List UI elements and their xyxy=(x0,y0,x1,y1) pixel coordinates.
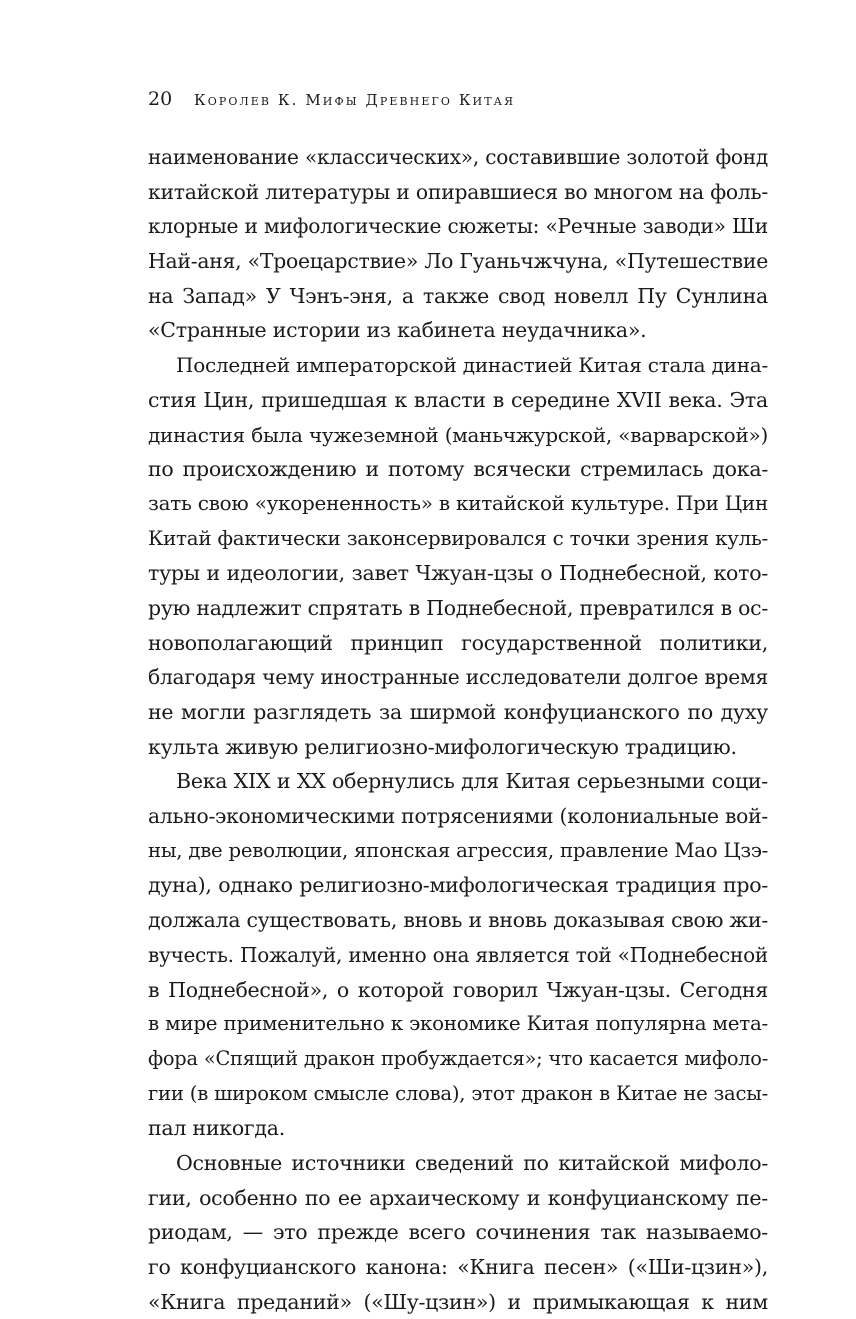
text-line: благодаря чему иностранные исследователи долгое время xyxy=(148,665,768,690)
text-line: по происхождению и потому всячески стремилась дока- xyxy=(148,457,768,482)
text-line: на Запад» У Чэнъ-эня, а также свод новелл Пу Сунлина xyxy=(148,283,768,308)
paragraph xyxy=(148,140,768,348)
paragraph xyxy=(148,1146,768,1319)
text-line: ально-экономическими потрясениями (колониальные вой- xyxy=(148,804,768,829)
text-line: должала существовать, вновь и вновь доказывая свою жи- xyxy=(148,908,768,933)
text-line: китайской литературы и опиравшиеся во многом на фоль- xyxy=(148,179,768,204)
text-line: Китай фактически законсервировался с точки зрения куль- xyxy=(148,526,768,550)
text-line: в мире применительно к экономике Китая популярна мета- xyxy=(148,1012,768,1036)
text-line: ны, две революции, японская агрессия, правление Мао Цзэ- xyxy=(148,838,768,862)
text-line: стия Цин, пришедшая к власти в середине XVII века. Эта xyxy=(148,387,768,412)
text-line: Века XIX и XX обернулись для Китая серьезными соци- xyxy=(176,769,768,794)
text-line: фора «Спящий дракон пробуждается»; что касается мифоло- xyxy=(148,1046,768,1070)
text-line: рую надлежит спрятать в Поднебесной, превратился в ос- xyxy=(148,595,768,620)
text-line: гии (в широком смысле слова), этот дракон в Китае не засы- xyxy=(148,1081,768,1105)
body-text xyxy=(148,140,768,1319)
text-line: династия была чужеземной (маньчжурской, «варварской») xyxy=(148,422,768,447)
text-line: наименование «классических», составившие золотой фонд xyxy=(148,145,768,169)
book-title: Королев К. Мифы Древнего Китая xyxy=(194,91,516,109)
text-line: зать свою «укорененность» в китайской культуре. При Цин xyxy=(148,491,768,515)
text-line: туры и идеологии, завет Чжуан-цзы о Поднебесной, кото- xyxy=(148,561,768,586)
text-line: вучесть. Пожалуй, именно она является той «Поднебесной xyxy=(148,942,768,967)
text-line: Основные источники сведений по китайской мифоло- xyxy=(176,1150,768,1175)
text-line: культа живую религиозно-мифологическую традицию. xyxy=(148,734,737,759)
paragraph xyxy=(148,764,768,1146)
text-line: Последней императорской династией Китая стала дина- xyxy=(176,353,768,378)
paragraph xyxy=(148,348,768,764)
running-head xyxy=(148,88,768,114)
text-line: «Странные истории из кабинета неудачника». xyxy=(148,318,647,343)
text-line: го конфуцианского канона: «Книга песен» («Ши-цзин»), xyxy=(148,1255,768,1279)
text-line: риодам, — это прежде всего сочинения так называемо- xyxy=(148,1220,768,1245)
text-line: Най-аня, «Троецарствие» Ло Гуаньчжчуна, «Путешествие xyxy=(148,249,768,274)
page-number: 20 xyxy=(148,88,173,110)
text-line: гии, особенно по ее архаическому и конфуцианскому пе- xyxy=(148,1185,768,1210)
text-line: клорные и мифологические сюжеты: «Речные заводи» Ши xyxy=(148,214,768,239)
text-line: «Книга преданий» («Шу-цзин») и примыкающая к ним xyxy=(148,1289,768,1314)
text-line: пал никогда. xyxy=(148,1116,286,1141)
text-line: новополагающий принцип государственной политики, xyxy=(148,630,768,655)
text-line: дуна), однако религиозно-мифологическая традиция про- xyxy=(148,873,768,898)
text-line: в Поднебесной», о которой говорил Чжуан-цзы. Сегодня xyxy=(148,977,768,1002)
text-line: не могли разглядеть за ширмой конфуцианского по духу xyxy=(148,700,768,724)
